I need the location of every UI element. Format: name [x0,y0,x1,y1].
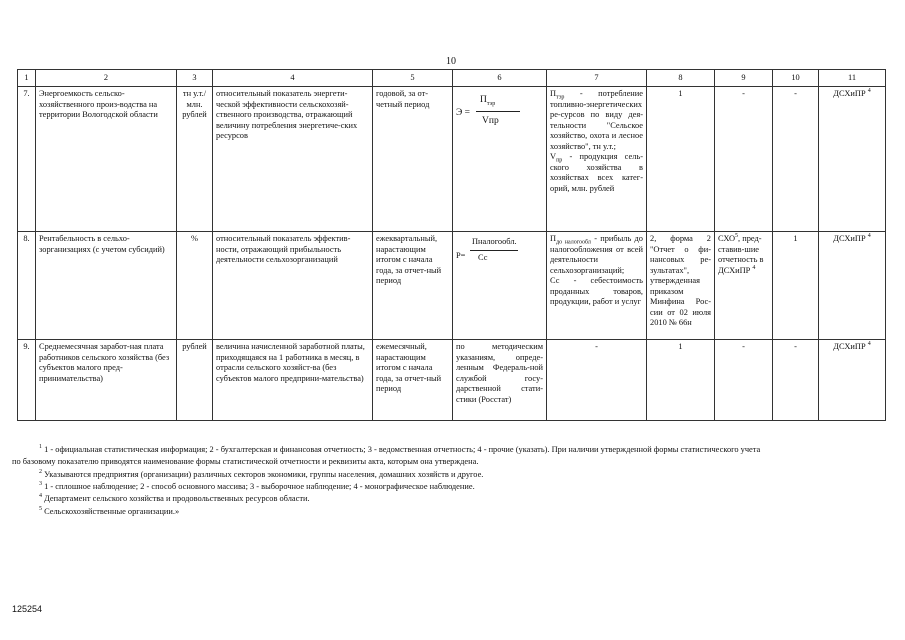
formula-numerator: $П_{тэр}$ [480,95,496,107]
formula-denominator: Vпр [482,116,499,126]
definition: величина начисленной заработной платы, приходящаяся на 1 работника в месяц, в отрасли сельского хозяйст-ва (без субъектов малого предприни-мательства) [213,340,373,421]
indicators-table [17,69,886,421]
header-cell: 7 [547,70,647,87]
header-row [18,70,886,87]
formula-cell [453,87,547,232]
formula-description: $П_{до налогообл}$ - прибыль до налогообложения от всей деятельности сельхозорганизаций; Сс - себестоимость проданных товаров, продукции, работ и услуг [547,232,647,340]
header-cell: 5 [373,70,453,87]
table-row [18,232,886,340]
header-cell: 10 [773,70,819,87]
source-type: 1 [647,340,715,421]
periodicity: ежемесячный, нарастающим итогом с начала года, за отчет-ный период [373,340,453,421]
formula [456,89,543,139]
periodicity: годовой, за от-четный период [373,87,453,232]
indicator-name: Энергоемкость сельско-хозяйственного произ-водства на территории Вологодской области [36,87,177,232]
fraction-bar [470,250,518,251]
source-type: 1 [647,87,715,232]
formula-lhs: Э = [456,108,471,118]
responsible-body: ДСХиПР $^4$ [819,340,886,421]
footnote: по базовому показателю приводятся наименование формы статистической отчетности и реквизиты акта, которым она утверждена. [12,457,479,467]
footnote: $^5$ Сельскохозяйственные организации.» [39,505,180,516]
formula-cell: по методическим указаниям, опреде-ленным Федераль-ной службой госу-дарственной стати-стики (Росстат) [453,340,547,421]
unit: рублей [177,340,213,421]
responsible-body: ДСХиПР $^4$ [819,232,886,340]
header-cell: 6 [453,70,547,87]
table-row [18,340,886,421]
formula-lhs: P= [456,251,466,260]
document-code: 125254 [12,604,43,614]
formula-description: $П_{тэр}$ - потребление топливно-энергетических ре-сурсов по виду дея-тельности "Сельское хозяйство, охота и лесное хозяйство", тн у.т.; $V_{пр}$ - продукция сель-ского хозяйства в хозяйствах всех катег-орий, млн. рублей [547,87,647,232]
observation-method: - [773,87,819,232]
header-cell: 4 [213,70,373,87]
footnote: $^2$ Указываются предприятия (организации) различных секторов экономики, группы населения, домашних хозяйств и другое. [39,468,484,479]
header-cell: 2 [36,70,177,87]
fraction-bar [476,111,520,112]
observation-method: 1 [773,232,819,340]
page-number: 10 [446,56,456,67]
formula-denominator: Сс [478,253,488,262]
indicator-name: Среднемесячная заработ-ная плата работников сельского хозяйства (без субъектов малого пред-принимательства) [36,340,177,421]
respondents: - [715,340,773,421]
periodicity: ежеквартальный, нарастающим итогом с начала года, за отчет-ный период [373,232,453,340]
footnote: $^4$ Департамент сельского хозяйства и продовольственных ресурсов области. [39,493,310,504]
observation-method: - [773,340,819,421]
definition: относительный показатель энергети-ческой эффективности сельскохозяй-ственного производства, отражающий величину потребления энергетиче-ских ресурсов [213,87,373,232]
definition: относительный показатель эффектив-ности, отражающий прибыльность деятельности сельхозорганизаций [213,232,373,340]
footnotes [12,444,892,518]
header-cell: 11 [819,70,886,87]
respondents: СХО$^5$, пред-ставив-шие отчетность в ДСХиПР $^4$ [715,232,773,340]
formula-cell [453,232,547,340]
row-number: 8. [18,232,36,340]
table-row [18,87,886,232]
header-cell: 3 [177,70,213,87]
formula-numerator: Пналогообл. [472,237,517,246]
footnote: $^3$ 1 - сплошное наблюдение; 2 - способ основного массива; 3 - выборочное наблюдение; 4 - монографическое наблюдение. [39,481,475,492]
header-cell: 8 [647,70,715,87]
unit: тн у.т./млн. рублей [177,87,213,232]
footnote: $^1$ 1 - официальная статистическая информация; 2 - бухгалтерская и финансовая отчетность; 3 - ведомственная отчетность; 4 - прочие (указать). При наличии утвержденной формы статистического учета [39,444,761,454]
respondents: - [715,87,773,232]
responsible-body: ДСХиПР $^4$ [819,87,886,232]
header-cell: 9 [715,70,773,87]
row-number: 7. [18,87,36,232]
indicator-name: Рентабельность в сельхо-зорганизациях (с учетом субсидий) [36,232,177,340]
formula [456,234,543,274]
source-type: 2, форма 2 "Отчет о фи-нансовых ре-зультатах", утвержденная приказом Минфина Рос-сии от 02 июля 2010 № 66н [647,232,715,340]
formula-description: - [547,340,647,421]
row-number: 9. [18,340,36,421]
header-cell: 1 [18,70,36,87]
unit: % [177,232,213,340]
